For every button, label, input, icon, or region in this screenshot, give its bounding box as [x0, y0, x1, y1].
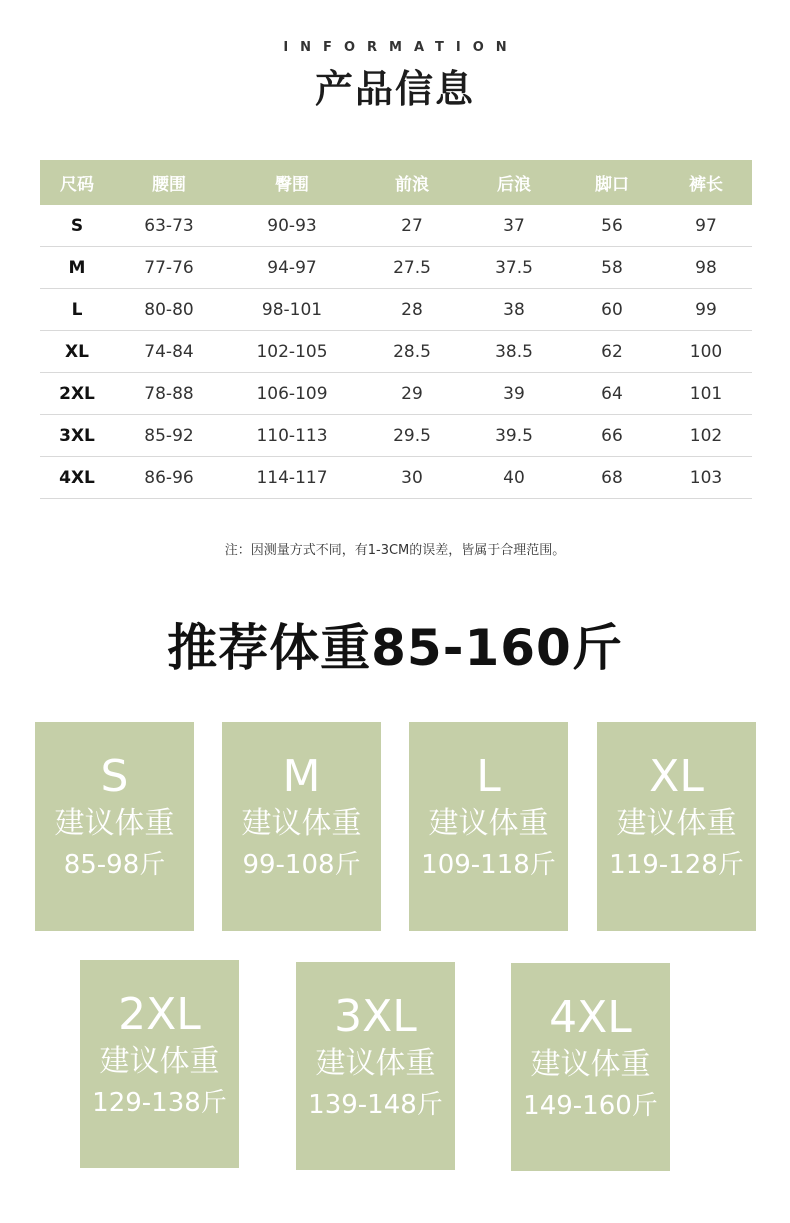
card-label: 建议体重	[616, 806, 737, 841]
card-size: L	[476, 751, 501, 802]
card-range: 129-138斤	[92, 1088, 227, 1118]
table-cell: 106-109	[224, 373, 360, 415]
table-row	[40, 415, 752, 457]
table-cell: L	[40, 289, 114, 331]
table-cell: 40	[464, 457, 564, 499]
card-label: 建议体重	[530, 1047, 651, 1082]
column-header: 腰围	[114, 160, 224, 205]
table-cell: M	[40, 247, 114, 289]
table-cell: 99	[660, 289, 752, 331]
table-cell: 101	[660, 373, 752, 415]
table-row	[40, 331, 752, 373]
column-header: 前浪	[360, 160, 464, 205]
column-header: 后浪	[464, 160, 564, 205]
table-cell: 3XL	[40, 415, 114, 457]
column-header: 尺码	[40, 160, 114, 205]
card-size: 2XL	[118, 989, 201, 1040]
table-cell: 29	[360, 373, 464, 415]
card-size: 4XL	[549, 992, 632, 1043]
table-cell: 38.5	[464, 331, 564, 373]
table-cell: 64	[564, 373, 660, 415]
table-row	[40, 373, 752, 415]
table-cell: 90-93	[224, 205, 360, 247]
card-range: 149-160斤	[523, 1091, 658, 1121]
table-cell: 56	[564, 205, 660, 247]
table-cell: 4XL	[40, 457, 114, 499]
table-cell: 100	[660, 331, 752, 373]
table-row	[40, 457, 752, 499]
weight-card-2xl	[80, 960, 239, 1168]
weight-card-s	[35, 722, 194, 931]
table-cell: 114-117	[224, 457, 360, 499]
card-range: 99-108斤	[242, 850, 361, 880]
table-cell: 28	[360, 289, 464, 331]
table-cell: 39	[464, 373, 564, 415]
table-cell: 78-88	[114, 373, 224, 415]
table-cell: 63-73	[114, 205, 224, 247]
table-cell: 110-113	[224, 415, 360, 457]
table-cell: S	[40, 205, 114, 247]
card-label: 建议体重	[54, 806, 175, 841]
card-label: 建议体重	[315, 1046, 436, 1081]
table-cell: 27	[360, 205, 464, 247]
table-cell: 60	[564, 289, 660, 331]
page-title: 产品信息	[314, 67, 475, 111]
column-header: 裤长	[660, 160, 752, 205]
table-cell: 98-101	[224, 289, 360, 331]
weight-card-3xl	[296, 962, 455, 1170]
card-range: 139-148斤	[308, 1090, 443, 1120]
table-cell: 38	[464, 289, 564, 331]
card-label: 建议体重	[99, 1044, 220, 1079]
card-range: 85-98斤	[63, 850, 166, 880]
table-cell: 27.5	[360, 247, 464, 289]
table-cell: 98	[660, 247, 752, 289]
table-row	[40, 205, 752, 247]
card-size: S	[100, 751, 129, 802]
table-cell: 62	[564, 331, 660, 373]
weight-card-l	[409, 722, 568, 931]
table-cell: 85-92	[114, 415, 224, 457]
card-size: M	[282, 751, 321, 802]
measurement-note: 注：因测量方式不同，有1-3CM的误差，皆属于合理范围。	[224, 543, 566, 558]
table-cell: 94-97	[224, 247, 360, 289]
table-row	[40, 289, 752, 331]
table-cell: 58	[564, 247, 660, 289]
table-cell: 77-76	[114, 247, 224, 289]
table-cell: 102	[660, 415, 752, 457]
table-cell: 86-96	[114, 457, 224, 499]
weight-card-xl	[597, 722, 756, 931]
table-cell: 30	[360, 457, 464, 499]
card-label: 建议体重	[241, 806, 362, 841]
card-size: XL	[649, 751, 704, 802]
table-cell: 80-80	[114, 289, 224, 331]
table-cell: 66	[564, 415, 660, 457]
table-header-row	[40, 160, 752, 205]
table-cell: 29.5	[360, 415, 464, 457]
table-cell: 74-84	[114, 331, 224, 373]
card-range: 109-118斤	[421, 850, 556, 880]
card-range: 119-128斤	[609, 850, 744, 880]
table-cell: 28.5	[360, 331, 464, 373]
weight-card-4xl	[511, 963, 670, 1171]
card-label: 建议体重	[428, 806, 549, 841]
table-cell: 2XL	[40, 373, 114, 415]
column-header: 脚口	[564, 160, 660, 205]
weight-card-m	[222, 722, 381, 931]
column-header: 臀围	[224, 160, 360, 205]
table-cell: 103	[660, 457, 752, 499]
table-cell: 39.5	[464, 415, 564, 457]
table-cell: 102-105	[224, 331, 360, 373]
table-cell: XL	[40, 331, 114, 373]
table-cell: 97	[660, 205, 752, 247]
recommended-weight-title: 推荐体重85-160斤	[167, 619, 623, 677]
table-cell: 37	[464, 205, 564, 247]
eyebrow-text: INFORMATION	[283, 40, 519, 55]
size-table	[40, 160, 752, 499]
card-size: 3XL	[334, 991, 417, 1042]
table-cell: 68	[564, 457, 660, 499]
table-row	[40, 247, 752, 289]
table-cell: 37.5	[464, 247, 564, 289]
